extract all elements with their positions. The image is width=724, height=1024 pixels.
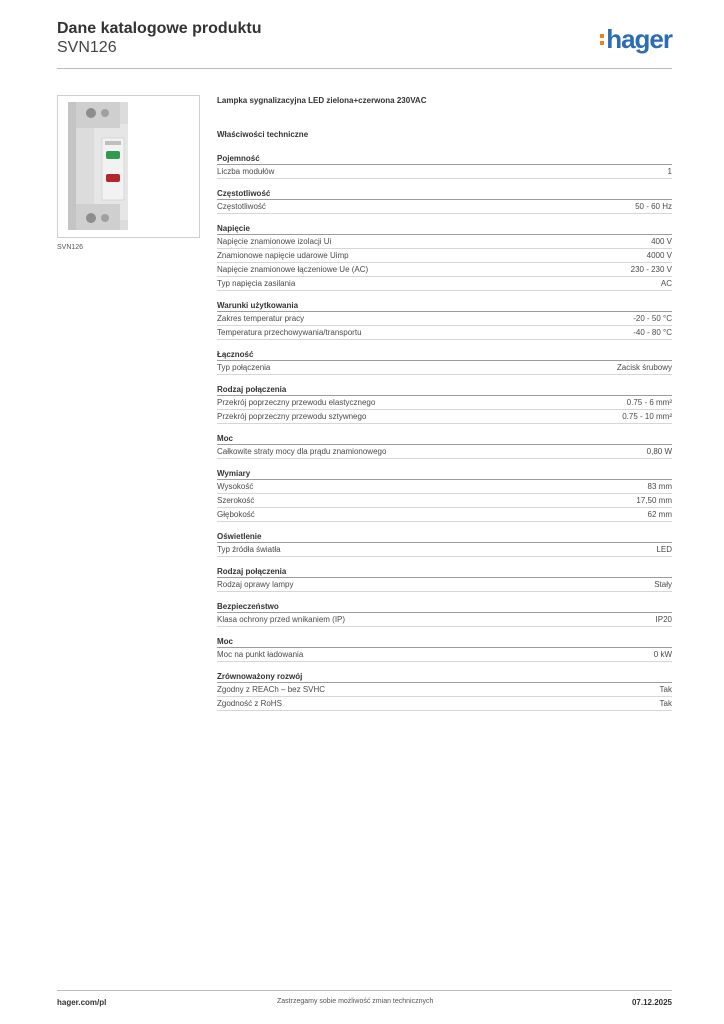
spec-label: Napięcie znamionowe łączeniowe Ue (AC) (217, 265, 369, 274)
spec-row (217, 396, 672, 410)
spec-section (217, 531, 672, 557)
footer-website: hager.com/pl (57, 998, 107, 1007)
product-name: Lampka sygnalizacyjna LED zielona+czerwona 230VAC (217, 96, 427, 105)
footer-divider (57, 990, 672, 991)
spec-row (217, 277, 672, 291)
spec-section (217, 433, 672, 459)
header-divider (57, 68, 672, 69)
footer-disclaimer: Zastrzegamy sobie możliwość zmian technicznych (277, 998, 434, 1005)
spec-section (217, 384, 672, 424)
spec-value: -40 - 80 °C (633, 328, 672, 337)
logo-dots-icon (600, 34, 604, 45)
spec-label: Napięcie znamionowe izolacji Ui (217, 237, 332, 246)
section-title: Pojemność (217, 153, 672, 165)
spec-label: Typ źródła światła (217, 545, 281, 554)
spec-label: Zgodność z RoHS (217, 699, 282, 708)
spec-label: Liczba modułów (217, 167, 275, 176)
spec-value: 0.75 - 6 mm² (626, 398, 672, 407)
spec-row (217, 578, 672, 592)
section-title: Bezpieczeństwo (217, 601, 672, 613)
spec-label: Częstotliwość (217, 202, 266, 211)
spec-label: Całkowite straty mocy dla prądu znamionowego (217, 447, 387, 456)
spec-row (217, 508, 672, 522)
page-header (57, 20, 672, 68)
spec-value: Zacisk śrubowy (616, 363, 672, 372)
spec-label: Głębokość (217, 510, 255, 519)
spec-label: Szerokość (217, 496, 255, 505)
spec-row (217, 697, 672, 711)
spec-row (217, 200, 672, 214)
spec-row (217, 480, 672, 494)
spec-row (217, 326, 672, 340)
spec-value: 83 mm (647, 482, 672, 491)
spec-value: Tak (659, 699, 672, 708)
spec-section (217, 223, 672, 291)
spec-row (217, 249, 672, 263)
section-title: Wymiary (217, 468, 672, 480)
spec-label: Przekrój poprzeczny przewodu elastycznego (217, 398, 376, 407)
spec-section (217, 153, 672, 179)
section-title: Oświetlenie (217, 531, 672, 543)
spec-value: 0,80 W (646, 447, 672, 456)
spec-sections (217, 153, 672, 711)
section-title: Zrównoważony rozwój (217, 671, 672, 683)
spec-value: 1 (667, 167, 672, 176)
image-caption: SVN126 (57, 244, 84, 251)
spec-label: Zgodny z REACh – bez SVHC (217, 685, 326, 694)
spec-row (217, 543, 672, 557)
spec-value: 0.75 - 10 mm² (622, 412, 672, 421)
spec-label: Przekrój poprzeczny przewodu sztywnego (217, 412, 367, 421)
properties-heading: Właściwości techniczne (217, 130, 309, 139)
spec-section (217, 349, 672, 375)
section-title: Łączność (217, 349, 672, 361)
spec-value: 400 V (651, 237, 672, 246)
spec-value: 17,50 mm (636, 496, 672, 505)
section-title: Moc (217, 433, 672, 445)
spec-value: 50 - 60 Hz (635, 202, 672, 211)
spec-row (217, 165, 672, 179)
section-title: Napięcie (217, 223, 672, 235)
spec-value: AC (660, 279, 672, 288)
spec-label: Zakres temperatur pracy (217, 314, 305, 323)
section-title: Moc (217, 636, 672, 648)
spec-label: Typ połączenia (217, 363, 271, 372)
spec-section (217, 188, 672, 214)
document-title: Dane katalogowe produktu (57, 20, 262, 37)
spec-row (217, 494, 672, 508)
product-image (57, 95, 200, 238)
spec-label: Moc na punkt ładowania (217, 650, 304, 659)
spec-label: Rodzaj oprawy lampy (217, 580, 294, 589)
spec-row (217, 613, 672, 627)
section-title: Rodzaj połączenia (217, 566, 672, 578)
spec-label: Typ napięcia zasilania (217, 279, 296, 288)
spec-row (217, 312, 672, 326)
product-sku: SVN126 (57, 39, 117, 56)
spec-value: 0 kW (653, 650, 672, 659)
spec-label: Wysokość (217, 482, 254, 491)
spec-row (217, 263, 672, 277)
spec-row (217, 235, 672, 249)
spec-value: 230 - 230 V (630, 265, 672, 274)
spec-row (217, 410, 672, 424)
spec-label: Znamionowe napięcie udarowe Uimp (217, 251, 349, 260)
footer-date: 07.12.2025 (631, 998, 672, 1007)
specifications (217, 96, 672, 711)
section-title: Rodzaj połączenia (217, 384, 672, 396)
spec-section (217, 566, 672, 592)
spec-value: Tak (659, 685, 672, 694)
signal-lamp-icon (58, 96, 199, 237)
hager-logo (600, 26, 672, 52)
spec-label: Temperatura przechowywania/transportu (217, 328, 362, 337)
spec-value: -20 - 50 °C (633, 314, 672, 323)
spec-value: 62 mm (647, 510, 672, 519)
spec-section (217, 636, 672, 662)
spec-value: 4000 V (646, 251, 672, 260)
spec-value: LED (656, 545, 672, 554)
section-title: Warunki użytkowania (217, 300, 672, 312)
logo-text: hager (606, 24, 672, 54)
spec-row (217, 683, 672, 697)
spec-row (217, 648, 672, 662)
spec-label: Klasa ochrony przed wnikaniem (IP) (217, 615, 346, 624)
section-title: Częstotliwość (217, 188, 672, 200)
spec-value: IP20 (655, 615, 672, 624)
spec-section (217, 601, 672, 627)
spec-section (217, 468, 672, 522)
spec-section (217, 300, 672, 340)
spec-value: Stały (654, 580, 672, 589)
spec-row (217, 445, 672, 459)
spec-section (217, 671, 672, 711)
spec-row (217, 361, 672, 375)
